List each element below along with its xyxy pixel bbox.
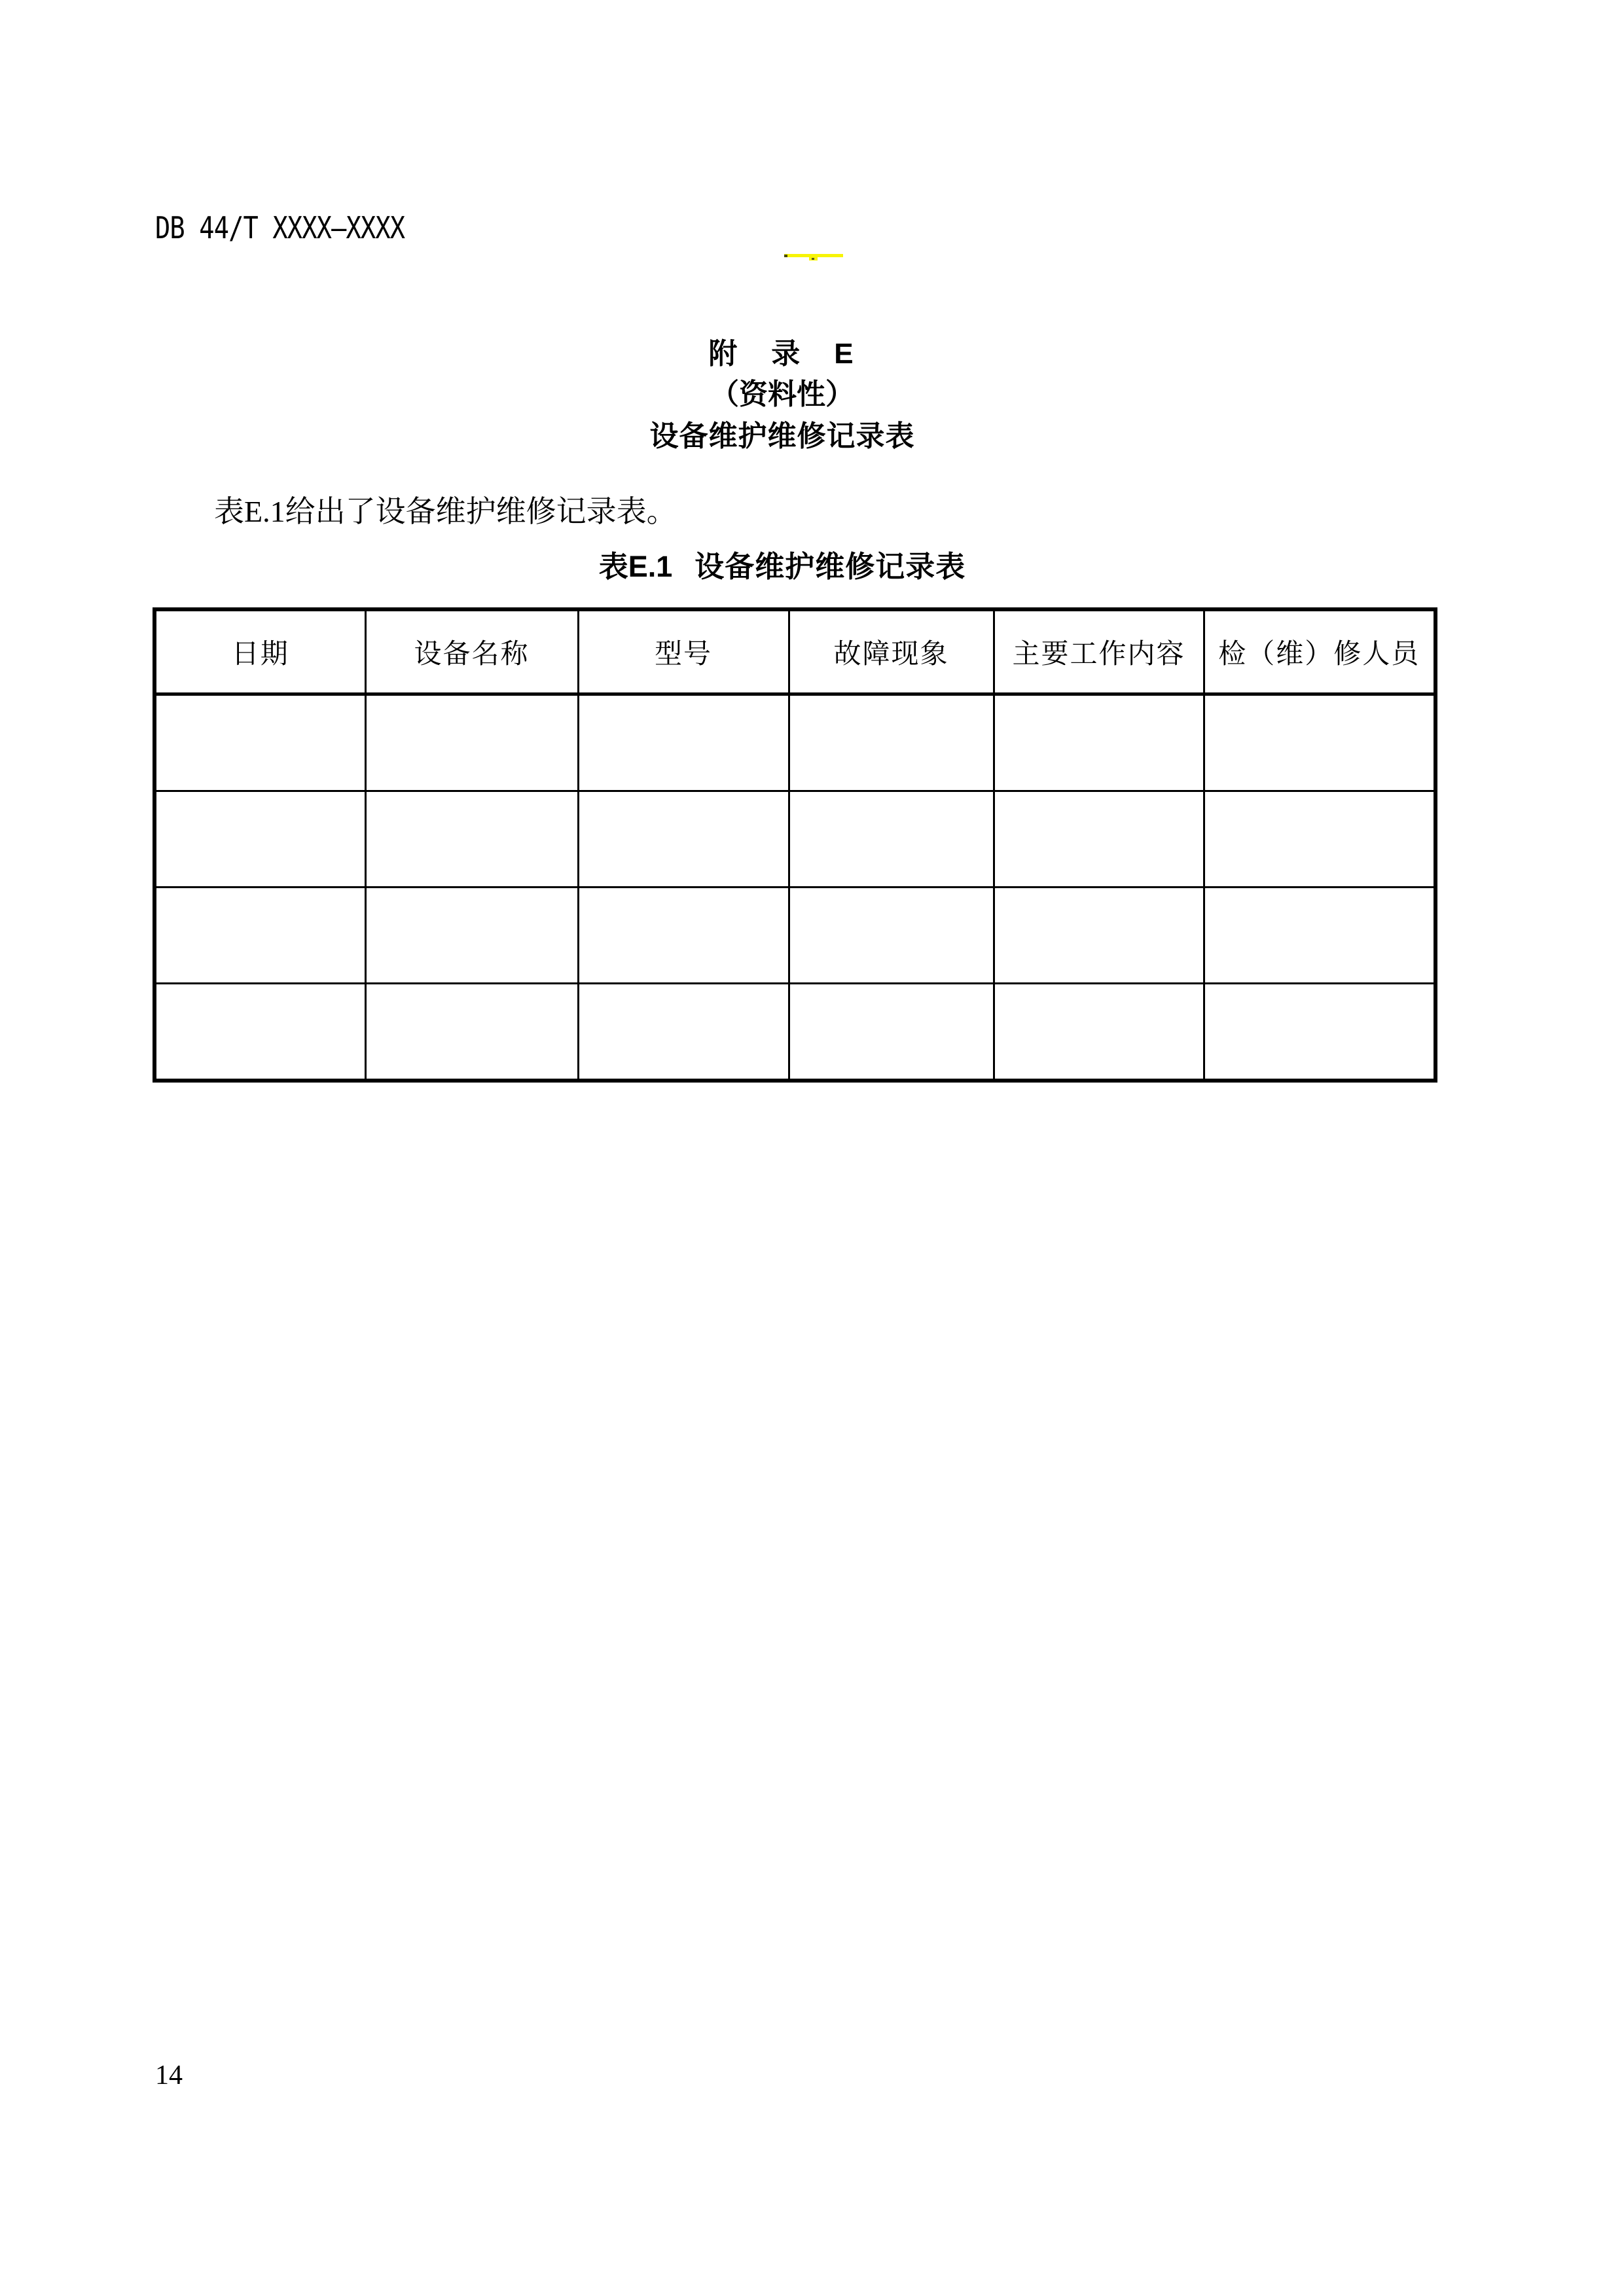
column-header: 故障现象 — [789, 609, 994, 694]
appendix-title: 附 录 E — [708, 338, 856, 370]
table-cell — [1204, 791, 1435, 888]
table-cell — [578, 984, 789, 1081]
table-body — [154, 694, 1435, 1081]
table-cell — [154, 888, 365, 984]
table-cell — [365, 984, 578, 1081]
column-header: 日期 — [154, 609, 365, 694]
table-cell — [578, 888, 789, 984]
doc-code-header: DB 44/T XXXX—XXXX — [155, 210, 405, 245]
table-cell — [1204, 694, 1435, 791]
appendix-type-label: （资料性） — [710, 378, 854, 410]
column-header: 设备名称 — [365, 609, 578, 694]
table-cell — [789, 984, 994, 1081]
table-cell — [365, 694, 578, 791]
table-row — [154, 694, 1435, 791]
table-row — [154, 984, 1435, 1081]
table-row — [154, 791, 1435, 888]
page-number: 14 — [155, 2060, 183, 2090]
column-header: 型号 — [578, 609, 789, 694]
table-cell — [578, 791, 789, 888]
table-cell — [994, 984, 1204, 1081]
column-header: 检（维）修人员 — [1204, 609, 1435, 694]
table-cell — [1204, 888, 1435, 984]
table-cell — [365, 888, 578, 984]
intro-paragraph: 表E.1给出了设备维护维修记录表。 — [214, 495, 677, 528]
table-header-row — [154, 609, 1435, 694]
maintenance-record-table — [153, 607, 1437, 1083]
table-cell — [789, 791, 994, 888]
table-cell — [994, 888, 1204, 984]
table-cell — [789, 694, 994, 791]
appendix-subject: 设备维护维修记录表 — [649, 420, 915, 452]
table-cell — [365, 791, 578, 888]
column-header: 主要工作内容 — [994, 609, 1204, 694]
table-cell — [994, 791, 1204, 888]
table-caption-label: 表E.1 — [598, 550, 673, 583]
table-caption-title: 设备维护维修记录表 — [695, 550, 966, 583]
highlight-mark-dot — [784, 255, 787, 257]
table-row — [154, 888, 1435, 984]
table-caption — [141, 550, 1424, 584]
table-cell — [789, 888, 994, 984]
table-cell — [154, 694, 365, 791]
table-cell — [1204, 984, 1435, 1081]
table-cell — [154, 984, 365, 1081]
table-cell — [994, 694, 1204, 791]
table-header — [154, 609, 1435, 694]
appendix-heading — [141, 339, 1424, 452]
table-cell — [578, 694, 789, 791]
highlight-mark-dot — [812, 258, 814, 260]
table-cell — [154, 791, 365, 888]
